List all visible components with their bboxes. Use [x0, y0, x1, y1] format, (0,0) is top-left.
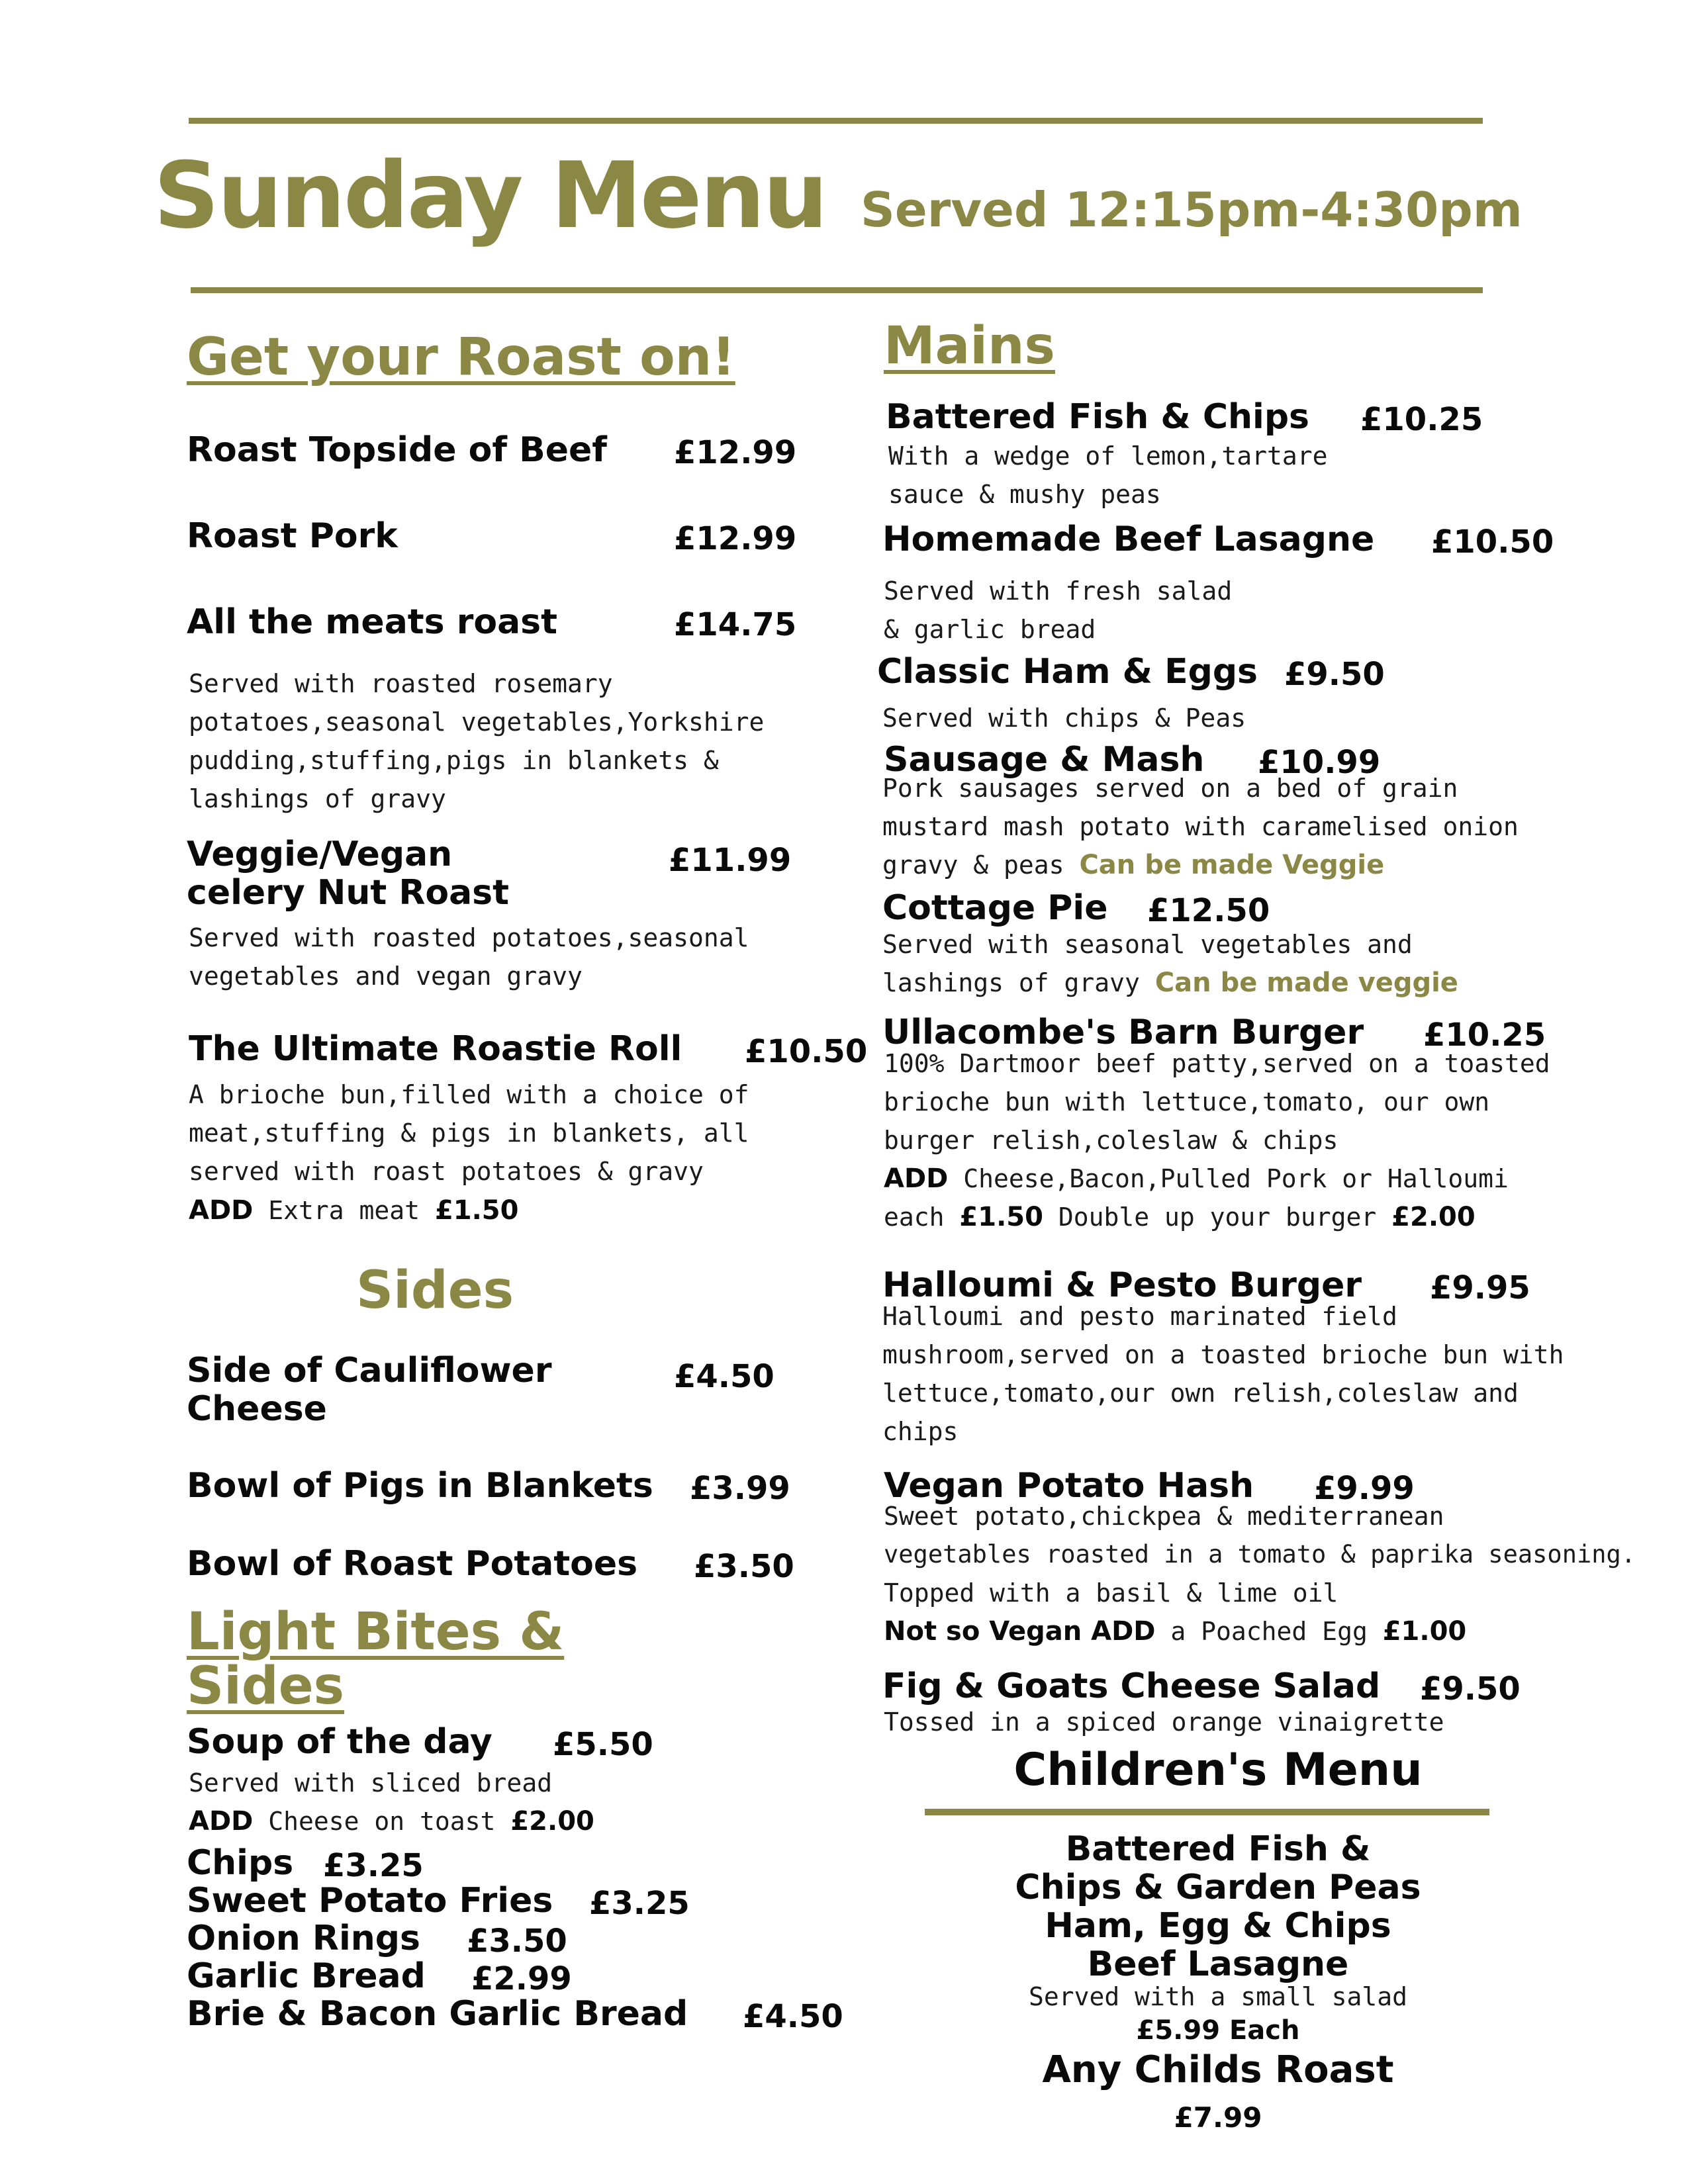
add-label: ADD — [189, 1195, 254, 1226]
veggie-roast-description — [189, 919, 749, 995]
add-label: ADD — [189, 1806, 254, 1837]
soup-add — [189, 1802, 594, 1841]
childrens-served-note: Served with a small salad — [1029, 1982, 1407, 2011]
add-text: Extra meat — [268, 1196, 420, 1225]
barn-burger-price: £10.25 — [1423, 1017, 1546, 1054]
desc-line: mustard mash potato with caramelised onion — [882, 812, 1519, 841]
desc-line: mushroom,served on a toasted brioche bun with — [882, 1340, 1564, 1369]
add-price: £1.50 — [434, 1195, 519, 1226]
veggie-name-line: celery Nut Roast — [187, 873, 509, 913]
desc-line: Halloumi and pesto marinated field — [882, 1302, 1397, 1331]
desc-line: lashings of gravy — [189, 784, 446, 813]
childrens-menu-heading: Children's Menu — [1013, 1744, 1423, 1796]
desc-line — [882, 846, 1519, 884]
desc-line: meat,stuffing & pigs in blankets, all — [189, 1118, 749, 1148]
veggie-note: Can be made Veggie — [1079, 850, 1385, 880]
childrens-each-price: £5.99 Each — [1136, 2015, 1300, 2046]
sausage-mash-description — [882, 769, 1519, 884]
light-item-price: £3.50 — [467, 1923, 567, 1960]
desc-line: With a wedge of lemon,tartare — [888, 441, 1328, 471]
each-price: £1.50 — [959, 1202, 1043, 1232]
lasagne-price: £10.50 — [1431, 523, 1554, 561]
cottage-pie-price: £12.50 — [1147, 892, 1270, 929]
add-price: £1.00 — [1382, 1616, 1467, 1647]
heading-line: Sides — [187, 1657, 345, 1716]
roast-description — [189, 664, 764, 818]
sides-heading: Sides — [356, 1261, 514, 1320]
desc-line: A brioche bun,filled with a choice of — [189, 1080, 749, 1109]
fish-chips-description — [888, 437, 1327, 514]
light-item-price: £4.50 — [743, 1998, 843, 2035]
light-item-price: £3.25 — [589, 1885, 690, 1922]
desc-text: lashings of gravy — [882, 968, 1140, 997]
light-bites-heading — [187, 1602, 565, 1716]
halloumi-burger-price: £9.95 — [1430, 1269, 1530, 1306]
desc-line: Served with fresh salad — [884, 576, 1233, 606]
light-item-price: £2.99 — [471, 1960, 572, 1997]
lasagne-name: Homemade Beef Lasagne — [882, 520, 1375, 559]
halloumi-burger-name: Halloumi & Pesto Burger — [882, 1265, 1362, 1305]
add-price: £2.00 — [510, 1806, 594, 1837]
desc-line: 100% Dartmoor beef patty,served on a toasted — [884, 1049, 1550, 1078]
sausage-mash-price: £10.99 — [1258, 744, 1381, 781]
roast-item-name: All the meats roast — [187, 602, 557, 642]
ham-eggs-name: Classic Ham & Eggs — [877, 652, 1258, 692]
top-rule — [189, 118, 1483, 124]
mains-heading: Mains — [884, 316, 1055, 376]
soup-price: £5.50 — [553, 1726, 653, 1763]
barn-burger-description — [884, 1044, 1550, 1236]
fish-chips-name: Battered Fish & Chips — [886, 397, 1309, 437]
desc-line: chips — [882, 1417, 959, 1446]
cauliflower-cheese-name — [187, 1351, 551, 1428]
childs-roast-name: Any Childs Roast — [1042, 2048, 1394, 2091]
header-bottom-rule — [191, 287, 1483, 293]
roast-potatoes-name: Bowl of Roast Potatoes — [187, 1544, 638, 1584]
roast-item-price: £12.99 — [674, 434, 797, 471]
halloumi-burger-description — [882, 1297, 1564, 1451]
fish-chips-price: £10.25 — [1360, 401, 1483, 438]
fig-salad-description: Tossed in a spiced orange vinaigrette — [884, 1707, 1444, 1737]
pigs-in-blankets-name: Bowl of Pigs in Blankets — [187, 1466, 653, 1506]
desc-line: Served with roasted potatoes,seasonal — [189, 923, 749, 952]
desc-line: lettuce,tomato,our own relish,coleslaw and — [882, 1379, 1519, 1408]
veggie-roast-price: £11.99 — [669, 842, 792, 879]
desc-line — [882, 964, 1458, 1002]
light-item-name: Onion Rings — [187, 1919, 420, 1958]
roast-item-name: Roast Pork — [187, 516, 398, 556]
light-item-name: Garlic Bread — [187, 1956, 426, 1996]
veggie-name-line: Veggie/Vegan — [187, 835, 453, 874]
fig-salad-name: Fig & Goats Cheese Salad — [882, 1666, 1381, 1706]
roast-item-price: £12.99 — [674, 520, 797, 557]
roast-potatoes-price: £3.50 — [694, 1548, 794, 1585]
child-item: Ham, Egg & Chips — [1045, 1906, 1391, 1946]
desc-line: Served with roasted rosemary — [189, 669, 613, 698]
desc-line: pudding,stuffing,pigs in blankets & — [189, 746, 719, 775]
barn-burger-name: Ullacombe's Barn Burger — [882, 1013, 1364, 1052]
cauliflower-cheese-price: £4.50 — [674, 1358, 774, 1395]
item-name-line: Cheese — [187, 1389, 327, 1429]
add-text: Cheese,Bacon,Pulled Pork or Halloumi — [963, 1164, 1509, 1193]
desc-line — [884, 1612, 1636, 1651]
add-label: Not so Vegan ADD — [884, 1616, 1156, 1647]
child-item: Chips & Garden Peas — [1015, 1868, 1421, 1907]
desc-line: Sweet potato,chickpea & mediterranean — [884, 1502, 1444, 1531]
ham-eggs-price: £9.50 — [1284, 656, 1385, 693]
desc-line — [884, 1198, 1550, 1236]
item-name-line: Side of Cauliflower — [187, 1351, 552, 1390]
desc-line — [884, 1160, 1550, 1198]
soup-description: Served with sliced bread — [189, 1768, 553, 1797]
desc-line: Pork sausages served on a bed of grain — [882, 774, 1458, 803]
cottage-pie-description — [882, 925, 1458, 1002]
child-item: Beef Lasagne — [1087, 1944, 1349, 1984]
add-text: a Poached Egg — [1170, 1617, 1368, 1646]
soup-name: Soup of the day — [187, 1722, 492, 1762]
roast-item-price: £14.75 — [674, 606, 797, 643]
potato-hash-description — [884, 1497, 1636, 1651]
add-label: ADD — [884, 1163, 949, 1194]
desc-line: sauce & mushy peas — [888, 480, 1161, 509]
light-item-name: Chips — [187, 1843, 294, 1883]
roastie-roll-add — [189, 1191, 518, 1230]
desc-line: & garlic bread — [884, 615, 1096, 644]
child-item: Battered Fish & — [1065, 1829, 1371, 1869]
pigs-in-blankets-price: £3.99 — [690, 1470, 790, 1507]
sausage-mash-name: Sausage & Mash — [884, 740, 1205, 780]
light-item-name: Brie & Bacon Garlic Bread — [187, 1994, 688, 2034]
desc-text: gravy & peas — [882, 850, 1064, 880]
double-text: Double up your burger — [1058, 1203, 1377, 1232]
heading-line: Light Bites & — [187, 1602, 565, 1662]
childrens-menu-rule — [925, 1809, 1489, 1815]
desc-line: brioche bun with lettuce,tomato, our own — [884, 1087, 1490, 1116]
desc-line: Served with seasonal vegetables and — [882, 930, 1413, 959]
double-price: £2.00 — [1391, 1202, 1476, 1232]
veggie-roast-name — [187, 835, 509, 912]
light-item-price: £3.25 — [323, 1847, 424, 1884]
potato-hash-price: £9.99 — [1314, 1470, 1415, 1507]
desc-line: served with roast potatoes & gravy — [189, 1157, 704, 1186]
childrens-menu-items — [927, 1830, 1509, 1983]
desc-line: Topped with a basil & lime oil — [884, 1578, 1338, 1608]
childs-roast-price: £7.99 — [1174, 2101, 1262, 2134]
roast-heading: Get your Roast on! — [187, 328, 735, 387]
roast-item-name: Roast Topside of Beef — [187, 430, 607, 470]
desc-line: vegetables roasted in a tomato & paprika seasoning. — [884, 1540, 1636, 1569]
desc-line: vegetables and vegan gravy — [189, 962, 583, 991]
veggie-note: Can be made veggie — [1154, 968, 1458, 998]
cottage-pie-name: Cottage Pie — [882, 888, 1108, 928]
potato-hash-name: Vegan Potato Hash — [884, 1466, 1254, 1506]
roastie-roll-name: The Ultimate Roastie Roll — [189, 1029, 682, 1069]
each-text: each — [884, 1203, 945, 1232]
serving-times: Served 12:15pm-4:30pm — [861, 182, 1523, 238]
desc-line: potatoes,seasonal vegetables,Yorkshire — [189, 707, 765, 737]
desc-line: burger relish,coleslaw & chips — [884, 1126, 1338, 1155]
light-item-name: Sweet Potato Fries — [187, 1881, 553, 1921]
lasagne-description — [884, 572, 1232, 649]
page-title: Sunday Menu — [154, 142, 826, 249]
add-text: Cheese on toast — [268, 1807, 496, 1836]
ham-eggs-description: Served with chips & Peas — [882, 704, 1246, 733]
roastie-roll-description — [189, 1075, 749, 1191]
roastie-roll-price: £10.50 — [745, 1033, 868, 1070]
fig-salad-price: £9.50 — [1420, 1670, 1521, 1707]
